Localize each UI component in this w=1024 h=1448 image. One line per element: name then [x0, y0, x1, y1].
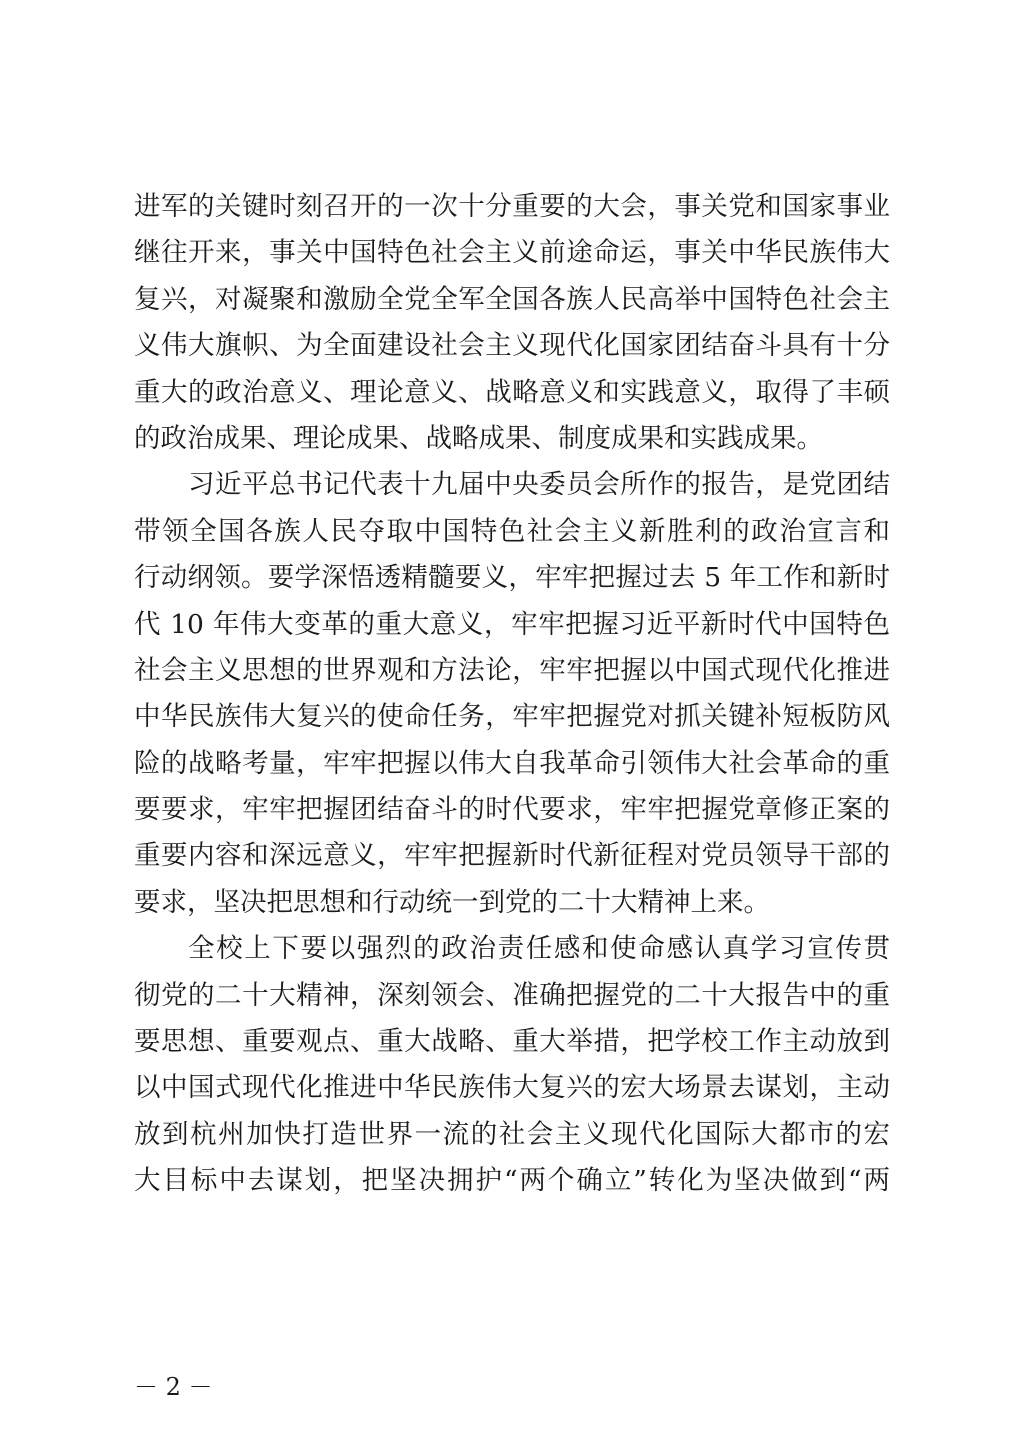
- text-line: 大目标中去谋划，把坚决拥护“两个确立”转化为坚决做到“两: [134, 1165, 890, 1197]
- text-line: 要思想、重要观点、重大战略、重大举措，把学校工作主动放到: [134, 1026, 890, 1058]
- text-line: 社会主义思想的世界观和方法论，牢牢把握以中国式现代化推进: [134, 654, 890, 686]
- text-line: 重大的政治意义、理论意义、战略意义和实践意义，取得了丰硕: [134, 376, 890, 408]
- text-line: 进军的关键时刻召开的一次十分重要的大会，事关党和国家事业: [134, 191, 890, 222]
- text-line: 行动纲领。要学深悟透精髓要义，牢牢把握过去 5 年工作和新时: [134, 562, 890, 594]
- text-line: 要要求，牢牢把握团结奋斗的时代要求，牢牢把握党章修正案的: [134, 794, 890, 826]
- text-line: 的政治成果、理论成果、战略成果、制度成果和实践成果。: [134, 422, 823, 454]
- text-line: 全校上下要以强烈的政治责任感和使命感认真学习宣传贯: [188, 933, 890, 965]
- text-line: 重要内容和深远意义，牢牢把握新时代新征程对党员领导干部的: [134, 840, 890, 872]
- text-line: 彻党的二十大精神，深刻领会、准确把握党的二十大报告中的重: [134, 979, 890, 1011]
- document-body: [134, 184, 890, 1205]
- text-line: 以中国式现代化推进中华民族伟大复兴的宏大场景去谋划，主动: [134, 1072, 890, 1104]
- text-line: 要求，坚决把思想和行动统一到党的二十大精神上来。: [134, 886, 770, 918]
- text-line: 中华民族伟大复兴的使命任务，牢牢把握党对抓关键补短板防风: [134, 701, 890, 733]
- text-line: 放到杭州加快打造世界一流的社会主义现代化国际大都市的宏: [134, 1118, 890, 1150]
- text-line: 习近平总书记代表十九届中央委员会所作的报告，是党团结: [188, 469, 890, 501]
- text-line: 带领全国各族人民夺取中国特色社会主义新胜利的政治宣言和: [134, 515, 890, 547]
- text-line: 代 10 年伟大变革的重大意义，牢牢把握习近平新时代中国特色: [134, 608, 890, 640]
- page-number: － 2 －: [134, 1373, 213, 1401]
- text-line: 复兴，对凝聚和激励全党全军全国各族人民高举中国特色社会主: [134, 283, 890, 315]
- text-line: 义伟大旗帜、为全面建设社会主义现代化国家团结奋斗具有十分: [134, 330, 890, 362]
- text-line: 继往开来，事关中国特色社会主义前途命运，事关中华民族伟大: [134, 237, 890, 269]
- text-line: 险的战略考量，牢牢把握以伟大自我革命引领伟大社会革命的重: [134, 747, 890, 779]
